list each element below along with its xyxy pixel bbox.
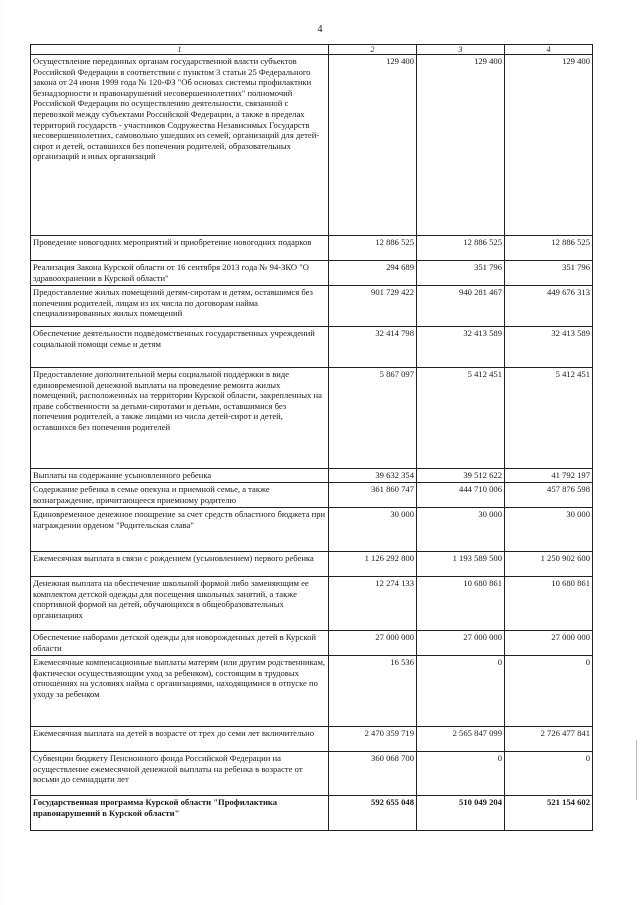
table-header-row bbox=[31, 45, 593, 55]
scan-artifact bbox=[636, 740, 637, 800]
row-value-4: 30 000 bbox=[505, 508, 593, 552]
table-row bbox=[31, 508, 593, 552]
row-value-3: 5 412 451 bbox=[417, 368, 505, 469]
row-description: Осуществление переданных органам государственной власти субъектов Российской Федерации в соответствии с пунктом 3 статьи 25 Федерального закона от 24 июня 1999 года № 120-ФЗ "Об основах системы профилактики безнадзорности и правонарушений несовершеннолетних" полномочий Российской Федерации по осуществлению деятельности, связанной с перевозкой между субъектами Российской Федерации, а также в пределах территорий государств - участников Содружества Независимых Государств несовершеннолетних, самовольно ушедших из семей, организаций для детей-сирот и детей, оставшихся без попечения родителей, образовательных организаций и иных организаций bbox=[31, 55, 329, 236]
row-value-3: 39 512 622 bbox=[417, 469, 505, 483]
row-value-3: 940 281 467 bbox=[417, 286, 505, 327]
row-description: Выплаты на содержание усыновленного ребенка bbox=[31, 469, 329, 483]
row-value-2: 27 000 000 bbox=[329, 631, 417, 656]
row-value-4: 521 154 602 bbox=[505, 796, 593, 831]
row-value-3: 351 796 bbox=[417, 261, 505, 286]
row-value-3: 2 565 847 099 bbox=[417, 727, 505, 752]
row-value-4: 129 400 bbox=[505, 55, 593, 236]
row-value-2: 2 470 359 719 bbox=[329, 727, 417, 752]
row-value-3: 12 886 525 bbox=[417, 236, 505, 261]
row-value-3: 1 193 589 500 bbox=[417, 552, 505, 577]
table-row bbox=[31, 469, 593, 483]
table-row bbox=[31, 552, 593, 577]
row-value-2: 1 126 292 800 bbox=[329, 552, 417, 577]
row-value-3: 32 413 589 bbox=[417, 327, 505, 368]
row-value-2: 30 000 bbox=[329, 508, 417, 552]
table-row bbox=[31, 631, 593, 656]
row-description: Реализация Закона Курской области от 16 сентября 2013 года № 94-ЗКО "О здравоохранении в Курской области" bbox=[31, 261, 329, 286]
row-value-3: 0 bbox=[417, 656, 505, 727]
row-description: Ежемесячные компенсационные выплаты матерям (или другим родственникам, фактически осуществляющим уход за ребенком), состоящим в трудовых отношениях на условиях найма с организациями, находящимися в отпуске по уходу за ребенком bbox=[31, 656, 329, 727]
row-description: Денежная выплата на обеспечение школьной формой либо заменяющим ее комплектом детской одежды для посещения школьных занятий, а также спортивной формой на детей, обучающихся в общеобразовательных организациях bbox=[31, 577, 329, 631]
row-value-3: 0 bbox=[417, 752, 505, 796]
row-value-2: 901 729 422 bbox=[329, 286, 417, 327]
row-value-4: 5 412 451 bbox=[505, 368, 593, 469]
table-row bbox=[31, 327, 593, 368]
row-value-2: 32 414 798 bbox=[329, 327, 417, 368]
table-row-total bbox=[31, 796, 593, 831]
row-value-4: 0 bbox=[505, 656, 593, 727]
row-value-2: 361 860 747 bbox=[329, 483, 417, 508]
row-description: Предоставление жилых помещений детям-сиротам и детям, оставшимся без попечения родителей, лицам из их числа по договорам найма специализированных жилых помещений bbox=[31, 286, 329, 327]
table-row bbox=[31, 656, 593, 727]
row-value-3: 27 000 000 bbox=[417, 631, 505, 656]
row-value-4: 27 000 000 bbox=[505, 631, 593, 656]
table-row bbox=[31, 55, 593, 236]
row-value-3: 129 400 bbox=[417, 55, 505, 236]
row-value-4: 449 676 313 bbox=[505, 286, 593, 327]
row-value-4: 351 796 bbox=[505, 261, 593, 286]
table-row bbox=[31, 483, 593, 508]
page-number: 4 bbox=[317, 24, 323, 35]
scan-edge bbox=[0, 0, 2, 905]
row-value-4: 0 bbox=[505, 752, 593, 796]
column-header: 2 bbox=[329, 45, 417, 55]
column-header: 3 bbox=[417, 45, 505, 55]
row-description: Ежемесячная выплата в связи с рождением (усыновлением) первого ребенка bbox=[31, 552, 329, 577]
table-row bbox=[31, 236, 593, 261]
row-value-2: 360 068 700 bbox=[329, 752, 417, 796]
row-value-2: 5 867 097 bbox=[329, 368, 417, 469]
row-value-4: 2 726 477 841 bbox=[505, 727, 593, 752]
row-value-2: 12 886 525 bbox=[329, 236, 417, 261]
row-value-3: 444 710 006 bbox=[417, 483, 505, 508]
table-row bbox=[31, 577, 593, 631]
row-value-4: 41 792 197 bbox=[505, 469, 593, 483]
row-description: Ежемесячная выплата на детей в возрасте от трех до семи лет включительно bbox=[31, 727, 329, 752]
row-value-4: 10 680 861 bbox=[505, 577, 593, 631]
row-value-2: 294 689 bbox=[329, 261, 417, 286]
row-value-4: 12 886 525 bbox=[505, 236, 593, 261]
row-value-4: 1 250 902 600 bbox=[505, 552, 593, 577]
row-value-3: 30 000 bbox=[417, 508, 505, 552]
row-value-2: 16 536 bbox=[329, 656, 417, 727]
row-description: Проведение новогодних мероприятий и приобретение новогодних подарков bbox=[31, 236, 329, 261]
table-row bbox=[31, 752, 593, 796]
row-description: Обеспечение наборами детской одежды для новорожденных детей в Курской области bbox=[31, 631, 329, 656]
row-value-4: 457 876 598 bbox=[505, 483, 593, 508]
row-description: Субвенции бюджету Пенсионного фонда Российской Федерации на осуществление ежемесячной денежной выплаты на ребенка в возрасте от восьми до семнадцати лет bbox=[31, 752, 329, 796]
row-value-3: 510 049 204 bbox=[417, 796, 505, 831]
row-value-2: 592 655 048 bbox=[329, 796, 417, 831]
table-row bbox=[31, 368, 593, 469]
row-description: Единовременное денежное поощрение за счет средств областного бюджета при награждении орденом "Родительская слава" bbox=[31, 508, 329, 552]
column-header: 1 bbox=[31, 45, 329, 55]
row-value-3: 10 680 861 bbox=[417, 577, 505, 631]
row-value-4: 32 413 589 bbox=[505, 327, 593, 368]
row-value-2: 129 400 bbox=[329, 55, 417, 236]
table-row bbox=[31, 727, 593, 752]
table-row bbox=[31, 286, 593, 327]
row-value-2: 39 632 354 bbox=[329, 469, 417, 483]
row-description: Государственная программа Курской области "Профилактика правонарушений в Курской области" bbox=[31, 796, 329, 831]
row-description: Содержание ребенка в семье опекуна и приемной семье, а также вознаграждение, причитающееся приемному родителю bbox=[31, 483, 329, 508]
budget-table bbox=[30, 44, 593, 831]
row-description: Обеспечение деятельности подведомственных государственных учреждений социальной помощи семье и детям bbox=[31, 327, 329, 368]
column-header: 4 bbox=[505, 45, 593, 55]
row-value-2: 12 274 133 bbox=[329, 577, 417, 631]
table-row bbox=[31, 261, 593, 286]
row-description: Предоставление дополнительной меры социальной поддержки в виде единовременной денежной выплаты на проведение ремонта жилых помещений, расположенных на территории Курской области, закрепленных на праве собственности за детьми-сиротами и детьми, оставшимися без попечения родителей, а также лицами из числа детей-сирот и детей, оставшихся без попечения родителей bbox=[31, 368, 329, 469]
